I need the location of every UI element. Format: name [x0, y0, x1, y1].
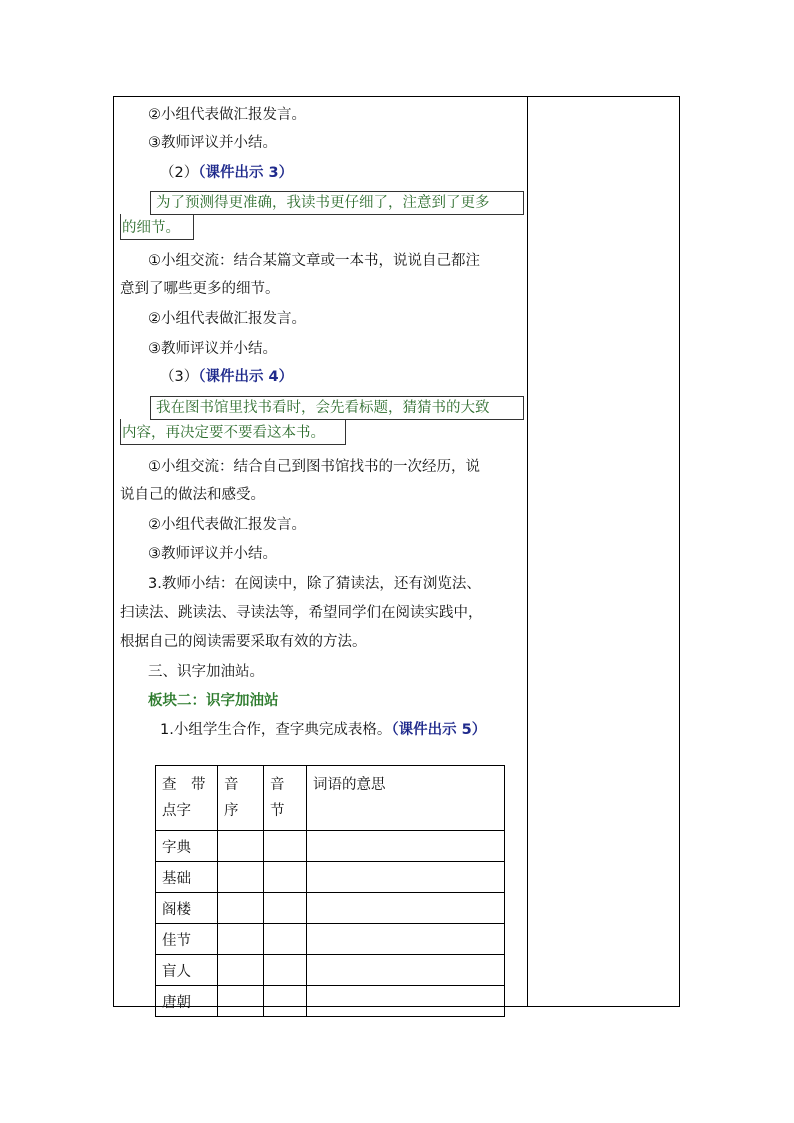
table-row: [156, 831, 505, 862]
table-row: [156, 986, 505, 1017]
blank-cell[interactable]: [264, 955, 307, 986]
table-row: [156, 893, 505, 924]
section-heading: 三、识字加油站。: [148, 664, 264, 680]
paragraph: ③教师评议并小结。: [148, 135, 277, 151]
step-heading: [160, 367, 293, 387]
paragraph: ③教师评议并小结。: [148, 341, 277, 357]
step-heading: [160, 163, 293, 183]
quote-text: 的细节。: [122, 220, 180, 236]
table-row: [156, 862, 505, 893]
lesson-plan-table: [113, 96, 680, 1011]
quote-text: 内容，再决定要不要看这本书。: [122, 425, 325, 441]
paragraph: 意到了哪些更多的细节。: [120, 281, 280, 297]
courseware-tag: （课件出示 5）: [391, 722, 487, 738]
word-cell: 字典: [156, 831, 218, 862]
blank-cell[interactable]: [218, 893, 264, 924]
quote-text: 我在图书馆里找书看时，会先看标题，猜猜书的大致: [156, 400, 490, 416]
column-divider: [527, 97, 528, 1006]
dictionary-table: [155, 765, 505, 1017]
paragraph: ②小组代表做汇报发言。: [148, 311, 306, 327]
blank-cell[interactable]: [218, 986, 264, 1017]
word-cell: 唐朝: [156, 986, 218, 1017]
blank-cell[interactable]: [307, 862, 505, 893]
paragraph: 根据自己的阅读需要采取有效的方法。: [120, 634, 367, 650]
blank-cell[interactable]: [307, 986, 505, 1017]
paragraph: ①小组交流：结合自己到图书馆找书的一次经历，说: [148, 459, 480, 475]
blank-cell[interactable]: [264, 862, 307, 893]
task-text: 1.小组学生合作，查字典完成表格。: [160, 722, 392, 738]
table-row: [156, 924, 505, 955]
header-cell-char: 查 带 点字: [156, 766, 218, 831]
blank-cell[interactable]: [218, 955, 264, 986]
header-cell-meaning: 词语的意思: [307, 766, 505, 831]
word-cell: 基础: [156, 862, 218, 893]
courseware-tag: （课件出示 4）: [198, 369, 294, 385]
blank-cell[interactable]: [218, 831, 264, 862]
blank-cell[interactable]: [264, 924, 307, 955]
header-cell-syllable: 音 节: [264, 766, 307, 831]
paragraph: 说自己的做法和感受。: [120, 487, 265, 503]
word-cell: 盲人: [156, 955, 218, 986]
blank-cell[interactable]: [307, 893, 505, 924]
paragraph: ③教师评议并小结。: [148, 546, 277, 562]
step-number: （3）: [160, 369, 199, 385]
blank-cell[interactable]: [307, 955, 505, 986]
paragraph: ②小组代表做汇报发言。: [148, 517, 306, 533]
word-cell: 阁楼: [156, 893, 218, 924]
paragraph: 3.教师小结：在阅读中，除了猜读法，还有浏览法、: [148, 576, 481, 592]
blank-cell[interactable]: [218, 862, 264, 893]
blank-cell[interactable]: [264, 893, 307, 924]
table-header-row: [156, 766, 505, 831]
header-cell-order: 音 序: [218, 766, 264, 831]
table-row: [156, 955, 505, 986]
block-heading: 板块二：识字加油站: [148, 693, 279, 709]
paragraph: ①小组交流：结合某篇文章或一本书，说说自己都注: [148, 253, 480, 269]
blank-cell[interactable]: [307, 831, 505, 862]
step-number: （2）: [160, 165, 199, 181]
blank-cell[interactable]: [264, 986, 307, 1017]
blank-cell[interactable]: [307, 924, 505, 955]
blank-cell[interactable]: [264, 831, 307, 862]
task-instruction: [160, 720, 486, 740]
word-cell: 佳节: [156, 924, 218, 955]
courseware-tag: （课件出示 3）: [198, 165, 294, 181]
paragraph: ②小组代表做汇报发言。: [148, 107, 306, 123]
paragraph: 扫读法、跳读法、寻读法等，希望同学们在阅读实践中，: [120, 605, 483, 621]
quote-text: 为了预测得更准确，我读书更仔细了，注意到了更多: [156, 195, 490, 211]
blank-cell[interactable]: [218, 924, 264, 955]
